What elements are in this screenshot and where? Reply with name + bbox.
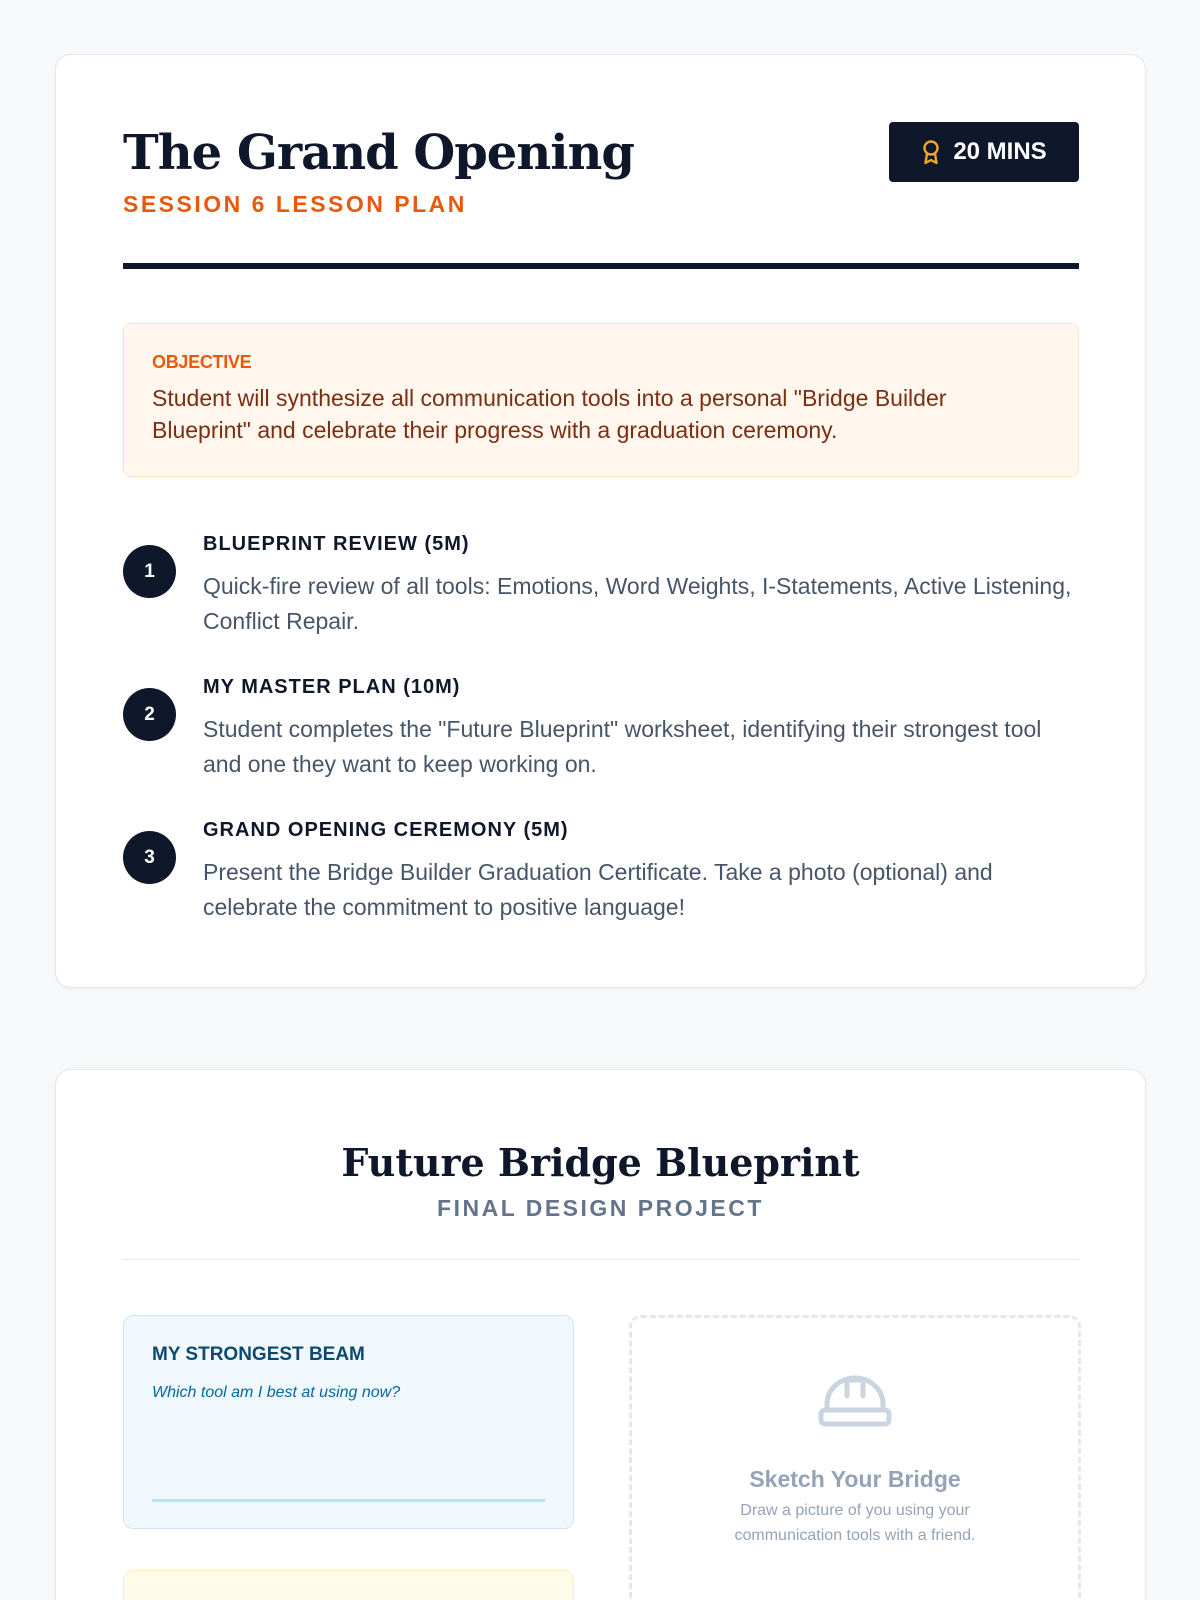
step-number: 2 — [123, 688, 176, 741]
answer-line[interactable] — [152, 1499, 545, 1502]
time-badge-label: 20 MINS — [953, 138, 1047, 165]
step-title: GRAND OPENING CEREMONY (5M) — [203, 819, 569, 841]
strongest-beam-title: MY STRONGEST BEAM — [152, 1344, 365, 1365]
lesson-title: The Grand Opening — [123, 125, 634, 181]
lesson-plan-card — [55, 54, 1146, 988]
hard-hat-icon — [632, 1370, 1078, 1432]
worksheet-divider — [123, 1259, 1079, 1260]
sketch-title: Sketch Your Bridge — [749, 1466, 961, 1492]
blueprint-worksheet-card — [55, 1069, 1146, 1600]
objective-label: OBJECTIVE — [152, 352, 252, 372]
step-description: Student completes the "Future Blueprint" worksheet, identifying their strongest tool and one they want to keep working on. — [203, 716, 1042, 777]
objective-text: Student will synthesize all communication tools into a personal "Bridge Builder Blueprint" and celebrate their progress with a graduation ceremony. — [152, 385, 947, 443]
step-number: 3 — [123, 831, 176, 884]
step-description: Present the Bridge Builder Graduation Certificate. Take a photo (optional) and celebrate the commitment to positive language! — [203, 859, 993, 920]
header-divider — [123, 263, 1079, 269]
step-title: MY MASTER PLAN (10M) — [203, 676, 461, 698]
strongest-beam-box — [123, 1315, 574, 1529]
lesson-subtitle: SESSION 6 LESSON PLAN — [123, 191, 467, 217]
worksheet-subtitle: FINAL DESIGN PROJECT — [437, 1195, 764, 1221]
sketch-area[interactable] — [629, 1315, 1081, 1600]
second-prompt-box — [123, 1570, 574, 1600]
step-number: 1 — [123, 545, 176, 598]
sketch-description: Draw a picture of you using your communication tools with a friend. — [734, 1502, 976, 1544]
step-description: Quick-fire review of all tools: Emotions, Word Weights, I-Statements, Active Listening, Conflict Repair. — [203, 573, 1072, 634]
objective-box — [123, 323, 1079, 477]
step-title: BLUEPRINT REVIEW (5M) — [203, 533, 470, 555]
time-badge — [889, 122, 1079, 182]
award-icon — [921, 139, 941, 165]
strongest-beam-prompt: Which tool am I best at using now? — [152, 1384, 401, 1401]
worksheet-title: Future Bridge Blueprint — [341, 1140, 860, 1185]
